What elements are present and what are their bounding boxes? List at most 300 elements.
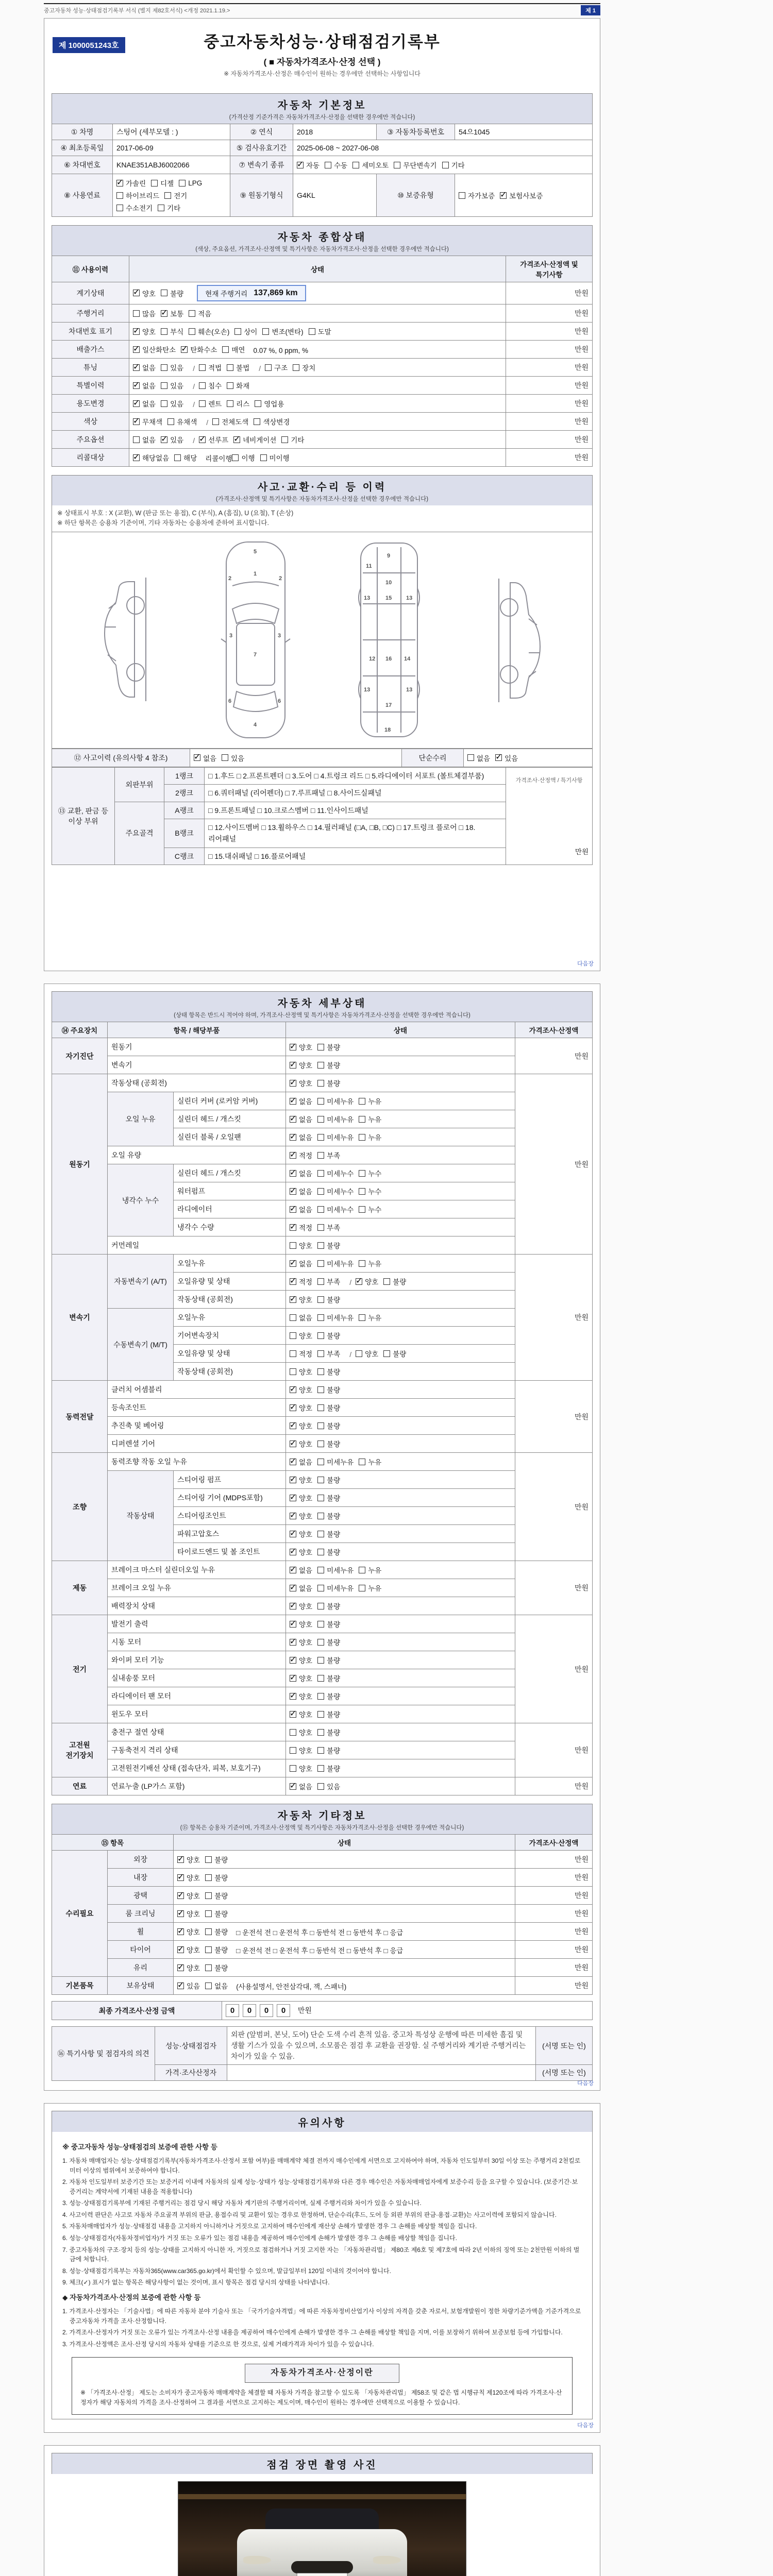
checkbox-option[interactable] [459,190,495,200]
checkbox-option[interactable] [317,1763,340,1773]
checkbox-option[interactable] [205,1944,228,1955]
checkbox-option[interactable] [290,1042,312,1052]
checkbox-option[interactable] [290,1384,312,1395]
checkbox-option[interactable] [290,1493,312,1503]
checkbox[interactable] [290,1729,296,1736]
checkbox-option[interactable] [290,1366,312,1377]
checkbox[interactable] [177,1982,184,1989]
checkbox-option[interactable] [467,753,490,763]
checkbox-option[interactable] [290,1222,312,1232]
checkbox-option[interactable] [317,1709,340,1719]
checkbox[interactable] [290,1152,296,1159]
checkbox[interactable] [233,436,240,443]
checkbox[interactable] [133,328,140,335]
checkbox-option[interactable] [317,1420,340,1431]
checkbox-option[interactable] [164,190,187,200]
checkbox[interactable] [222,346,229,353]
checkbox-option[interactable] [290,1438,312,1449]
checkbox-option[interactable] [290,1276,312,1286]
checkbox-option[interactable] [317,1456,354,1467]
checkbox-option[interactable] [227,398,249,409]
checkbox-option[interactable] [161,362,183,372]
checkbox-option[interactable] [359,1258,381,1268]
checkbox[interactable] [317,1314,324,1321]
checkbox[interactable] [317,1296,324,1303]
checkbox[interactable] [177,1964,184,1971]
checkbox-option[interactable] [199,398,222,409]
checkbox[interactable] [161,328,167,335]
checkbox[interactable] [317,1585,324,1591]
checkbox[interactable] [383,1350,390,1357]
checkbox-option[interactable] [161,326,183,336]
checkbox-option[interactable] [495,753,518,763]
checkbox-option[interactable] [297,160,320,170]
checkbox-option[interactable] [290,1619,312,1629]
checkbox-option[interactable] [281,434,304,445]
checkbox[interactable] [317,1332,324,1339]
checkbox-option[interactable] [199,380,222,391]
checkbox-option[interactable] [290,1655,312,1665]
checkbox[interactable] [290,1404,296,1411]
checkbox-option[interactable] [359,1204,381,1214]
checkbox-option[interactable] [133,288,156,298]
checkbox[interactable] [317,1260,324,1267]
checkbox-option[interactable] [290,1691,312,1701]
checkbox[interactable] [359,1260,365,1267]
checkbox-option[interactable] [290,1348,312,1359]
checkbox-option[interactable] [227,362,249,372]
checkbox-option[interactable] [205,1854,228,1865]
checkbox-option[interactable] [317,1240,340,1250]
checkbox[interactable] [359,1567,365,1573]
checkbox-option[interactable] [317,1402,340,1413]
checkbox[interactable] [317,1531,324,1537]
checkbox[interactable] [290,1440,296,1447]
checkbox-option[interactable] [212,416,248,427]
checkbox-option[interactable] [290,1475,312,1485]
checkbox[interactable] [356,1350,362,1357]
checkbox-option[interactable] [161,380,183,391]
checkbox[interactable] [254,418,260,425]
checkbox-option[interactable] [290,1060,312,1070]
checkbox[interactable] [177,1874,184,1881]
checkbox[interactable] [290,1314,296,1321]
checkbox[interactable] [317,1170,324,1177]
checkbox-option[interactable] [317,1168,354,1178]
checkbox[interactable] [227,364,233,371]
checkbox-option[interactable] [290,1114,312,1124]
checkbox[interactable] [290,1386,296,1393]
checkbox[interactable] [199,364,206,371]
checkbox[interactable] [290,1711,296,1718]
checkbox-option[interactable] [205,1872,228,1883]
checkbox[interactable] [265,364,272,371]
checkbox-option[interactable] [317,1529,340,1539]
checkbox-option[interactable] [290,1132,312,1142]
checkbox[interactable] [205,1928,212,1935]
checkbox[interactable] [290,1062,296,1069]
checkbox[interactable] [161,400,167,407]
checkbox[interactable] [495,754,502,761]
checkbox[interactable] [317,1621,324,1628]
checkbox[interactable] [179,180,186,187]
checkbox-option[interactable] [161,434,183,445]
checkbox[interactable] [161,382,167,389]
checkbox-option[interactable] [161,398,183,409]
checkbox-option[interactable] [133,380,156,391]
checkbox[interactable] [317,1549,324,1555]
checkbox-option[interactable] [317,1493,340,1503]
checkbox-option[interactable] [359,1456,381,1467]
checkbox[interactable] [133,364,140,371]
checkbox[interactable] [290,1188,296,1195]
checkbox-option[interactable] [317,1583,354,1593]
checkbox[interactable] [133,346,140,353]
checkbox-option[interactable] [317,1276,340,1286]
checkbox-option[interactable] [133,308,156,318]
checkbox[interactable] [317,1278,324,1285]
checkbox-option[interactable] [290,1186,312,1196]
checkbox[interactable] [290,1044,296,1050]
checkbox[interactable] [116,192,123,199]
checkbox[interactable] [133,400,140,407]
checkbox-option[interactable] [227,380,249,391]
checkbox-option[interactable] [177,1872,200,1883]
checkbox-option[interactable] [167,416,197,427]
checkbox-option[interactable] [500,190,543,200]
checkbox[interactable] [317,1711,324,1718]
checkbox-option[interactable] [359,1186,381,1196]
checkbox-option[interactable] [359,1565,381,1575]
checkbox[interactable] [317,1693,324,1700]
checkbox-option[interactable] [317,1132,354,1142]
checkbox[interactable] [317,1080,324,1087]
checkbox[interactable] [290,1206,296,1213]
checkbox[interactable] [290,1747,296,1754]
checkbox[interactable] [317,1765,324,1772]
checkbox[interactable] [232,454,239,461]
checkbox-option[interactable] [189,308,211,318]
checkbox-option[interactable] [177,1854,200,1865]
checkbox[interactable] [317,1350,324,1357]
checkbox-option[interactable] [317,1565,354,1575]
checkbox[interactable] [290,1675,296,1682]
checkbox[interactable] [290,1657,296,1664]
checkbox[interactable] [255,400,261,407]
checkbox[interactable] [164,192,171,199]
checkbox[interactable] [317,1242,324,1249]
checkbox[interactable] [205,1910,212,1917]
checkbox[interactable] [317,1440,324,1447]
checkbox-option[interactable] [177,1908,200,1919]
checkbox-option[interactable] [254,416,290,427]
checkbox-option[interactable] [317,1438,340,1449]
checkbox[interactable] [194,754,200,761]
checkbox-option[interactable] [290,1294,312,1304]
checkbox[interactable] [281,436,288,443]
checkbox[interactable] [205,1982,212,1989]
checkbox[interactable] [317,1386,324,1393]
checkbox-option[interactable] [317,1096,354,1106]
checkbox[interactable] [352,162,359,168]
checkbox-option[interactable] [290,1763,312,1773]
checkbox-option[interactable] [359,1312,381,1323]
checkbox[interactable] [317,1224,324,1231]
checkbox-option[interactable] [317,1186,354,1196]
checkbox-option[interactable] [293,362,315,372]
checkbox[interactable] [290,1477,296,1483]
checkbox[interactable] [317,1639,324,1646]
checkbox[interactable] [467,754,474,761]
checkbox[interactable] [290,1260,296,1267]
checkbox-option[interactable] [290,1420,312,1431]
checkbox-option[interactable] [161,308,183,318]
checkbox-option[interactable] [133,452,169,463]
checkbox[interactable] [260,454,267,461]
checkbox-option[interactable] [233,434,276,445]
checkbox[interactable] [290,1224,296,1231]
checkbox-option[interactable] [177,1962,200,1973]
checkbox-option[interactable] [317,1078,340,1088]
checkbox[interactable] [290,1783,296,1790]
checkbox-option[interactable] [290,1673,312,1683]
checkbox[interactable] [227,400,233,407]
checkbox[interactable] [199,436,206,443]
checkbox-option[interactable] [205,1890,228,1901]
checkbox[interactable] [317,1729,324,1736]
checkbox-option[interactable] [290,1781,312,1791]
checkbox-option[interactable] [290,1745,312,1755]
checkbox-option[interactable] [290,1601,312,1611]
checkbox-option[interactable] [205,1962,228,1973]
checkbox[interactable] [317,1603,324,1609]
checkbox-option[interactable] [317,1475,340,1485]
checkbox[interactable] [133,310,140,317]
checkbox[interactable] [317,1422,324,1429]
checkbox-option[interactable] [189,326,229,336]
checkbox[interactable] [290,1513,296,1519]
checkbox-option[interactable] [317,1727,340,1737]
checkbox[interactable] [174,454,181,461]
checkbox[interactable] [317,1477,324,1483]
checkbox[interactable] [356,1278,362,1285]
checkbox[interactable] [459,192,465,199]
checkbox-option[interactable] [317,1637,340,1647]
checkbox[interactable] [290,1639,296,1646]
checkbox[interactable] [297,162,304,168]
checkbox[interactable] [290,1296,296,1303]
checkbox-option[interactable] [151,178,174,188]
checkbox[interactable] [290,1621,296,1628]
checkbox[interactable] [290,1549,296,1555]
checkbox[interactable] [222,754,228,761]
checkbox[interactable] [359,1314,365,1321]
checkbox-option[interactable] [317,1312,354,1323]
checkbox-option[interactable] [317,1781,340,1791]
checkbox-option[interactable] [325,160,347,170]
checkbox[interactable] [161,436,167,443]
checkbox[interactable] [262,328,269,335]
checkbox-option[interactable] [317,1745,340,1755]
checkbox[interactable] [133,418,140,425]
checkbox[interactable] [290,1531,296,1537]
checkbox-option[interactable] [317,1258,354,1268]
checkbox-option[interactable] [317,1294,340,1304]
checkbox[interactable] [442,162,449,168]
checkbox-option[interactable] [232,452,255,463]
checkbox[interactable] [325,162,331,168]
checkbox-option[interactable] [116,178,146,188]
checkbox-option[interactable] [290,1240,312,1250]
checkbox-option[interactable] [356,1276,378,1286]
checkbox-option[interactable] [290,1565,312,1575]
checkbox-option[interactable] [290,1150,312,1160]
checkbox-option[interactable] [359,1168,381,1178]
checkbox[interactable] [317,1044,324,1050]
checkbox[interactable] [167,418,174,425]
checkbox[interactable] [290,1459,296,1465]
checkbox[interactable] [500,192,507,199]
checkbox-option[interactable] [290,1727,312,1737]
checkbox-option[interactable] [359,1132,381,1142]
checkbox-option[interactable] [133,434,156,445]
checkbox-option[interactable] [290,1096,312,1106]
checkbox[interactable] [309,328,315,335]
checkbox-option[interactable] [290,1511,312,1521]
checkbox[interactable] [212,418,219,425]
checkbox[interactable] [359,1116,365,1123]
checkbox-option[interactable] [116,190,159,200]
checkbox[interactable] [161,364,167,371]
checkbox[interactable] [290,1242,296,1249]
checkbox[interactable] [290,1495,296,1501]
checkbox[interactable] [133,382,140,389]
checkbox[interactable] [359,1206,365,1213]
checkbox[interactable] [151,180,158,187]
checkbox-option[interactable] [290,1583,312,1593]
checkbox-option[interactable] [194,753,216,763]
checkbox-option[interactable] [317,1601,340,1611]
checkbox[interactable] [317,1062,324,1069]
checkbox-option[interactable] [317,1060,340,1070]
checkbox[interactable] [359,1098,365,1105]
checkbox[interactable] [133,290,140,296]
checkbox[interactable] [181,346,188,353]
checkbox-option[interactable] [290,1402,312,1413]
checkbox[interactable] [317,1657,324,1664]
checkbox-option[interactable] [317,1547,340,1557]
checkbox[interactable] [359,1188,365,1195]
checkbox-option[interactable] [174,452,197,463]
checkbox[interactable] [161,310,167,317]
checkbox-option[interactable] [317,1042,340,1052]
checkbox-option[interactable] [359,1583,381,1593]
checkbox[interactable] [290,1585,296,1591]
checkbox-option[interactable] [177,1980,200,1991]
checkbox[interactable] [177,1856,184,1863]
checkbox-option[interactable] [179,179,202,187]
checkbox-option[interactable] [290,1168,312,1178]
checkbox-option[interactable] [260,452,290,463]
checkbox[interactable] [317,1495,324,1501]
checkbox[interactable] [290,1693,296,1700]
checkbox-option[interactable] [290,1312,312,1323]
checkbox-option[interactable] [317,1691,340,1701]
checkbox[interactable] [359,1585,365,1591]
checkbox-option[interactable] [265,362,288,372]
checkbox-option[interactable] [290,1456,312,1467]
checkbox[interactable] [317,1747,324,1754]
checkbox[interactable] [189,310,195,317]
checkbox[interactable] [290,1332,296,1339]
checkbox[interactable] [317,1116,324,1123]
checkbox-option[interactable] [262,326,303,336]
checkbox[interactable] [177,1928,184,1935]
checkbox[interactable] [317,1152,324,1159]
checkbox[interactable] [161,290,167,296]
checkbox-option[interactable] [290,1709,312,1719]
checkbox[interactable] [290,1116,296,1123]
checkbox[interactable] [317,1368,324,1375]
checkbox[interactable] [317,1513,324,1519]
checkbox[interactable] [290,1098,296,1105]
checkbox-option[interactable] [352,160,389,170]
checkbox[interactable] [133,436,140,443]
checkbox-option[interactable] [317,1330,340,1341]
checkbox[interactable] [205,1964,212,1971]
checkbox[interactable] [189,328,195,335]
checkbox[interactable] [290,1170,296,1177]
checkbox[interactable] [293,364,299,371]
checkbox[interactable] [317,1404,324,1411]
checkbox-option[interactable] [317,1384,340,1395]
checkbox-option[interactable] [317,1619,340,1629]
checkbox-option[interactable] [177,1944,200,1955]
checkbox[interactable] [199,382,206,389]
checkbox-option[interactable] [317,1348,340,1359]
checkbox[interactable] [205,1892,212,1899]
checkbox-option[interactable] [290,1330,312,1341]
checkbox[interactable] [290,1350,296,1357]
checkbox[interactable] [383,1278,390,1285]
checkbox[interactable] [317,1567,324,1573]
checkbox-option[interactable] [255,398,284,409]
checkbox-option[interactable] [359,1096,381,1106]
checkbox-option[interactable] [442,160,465,170]
checkbox-option[interactable] [222,344,245,354]
checkbox-option[interactable] [317,1150,340,1160]
checkbox-option[interactable] [317,1222,340,1232]
checkbox[interactable] [359,1459,365,1465]
checkbox-option[interactable] [158,202,180,213]
checkbox-option[interactable] [199,434,228,445]
checkbox-option[interactable] [234,326,257,336]
checkbox-option[interactable] [317,1673,340,1683]
checkbox-option[interactable] [359,1114,381,1124]
checkbox[interactable] [199,400,206,407]
checkbox[interactable] [290,1134,296,1141]
checkbox-option[interactable] [317,1114,354,1124]
checkbox[interactable] [177,1946,184,1953]
checkbox[interactable] [394,162,400,168]
checkbox-option[interactable] [133,416,162,427]
checkbox[interactable] [290,1368,296,1375]
checkbox-option[interactable] [161,288,183,298]
checkbox[interactable] [317,1206,324,1213]
checkbox[interactable] [290,1422,296,1429]
checkbox[interactable] [116,205,123,211]
checkbox-option[interactable] [177,1926,200,1937]
